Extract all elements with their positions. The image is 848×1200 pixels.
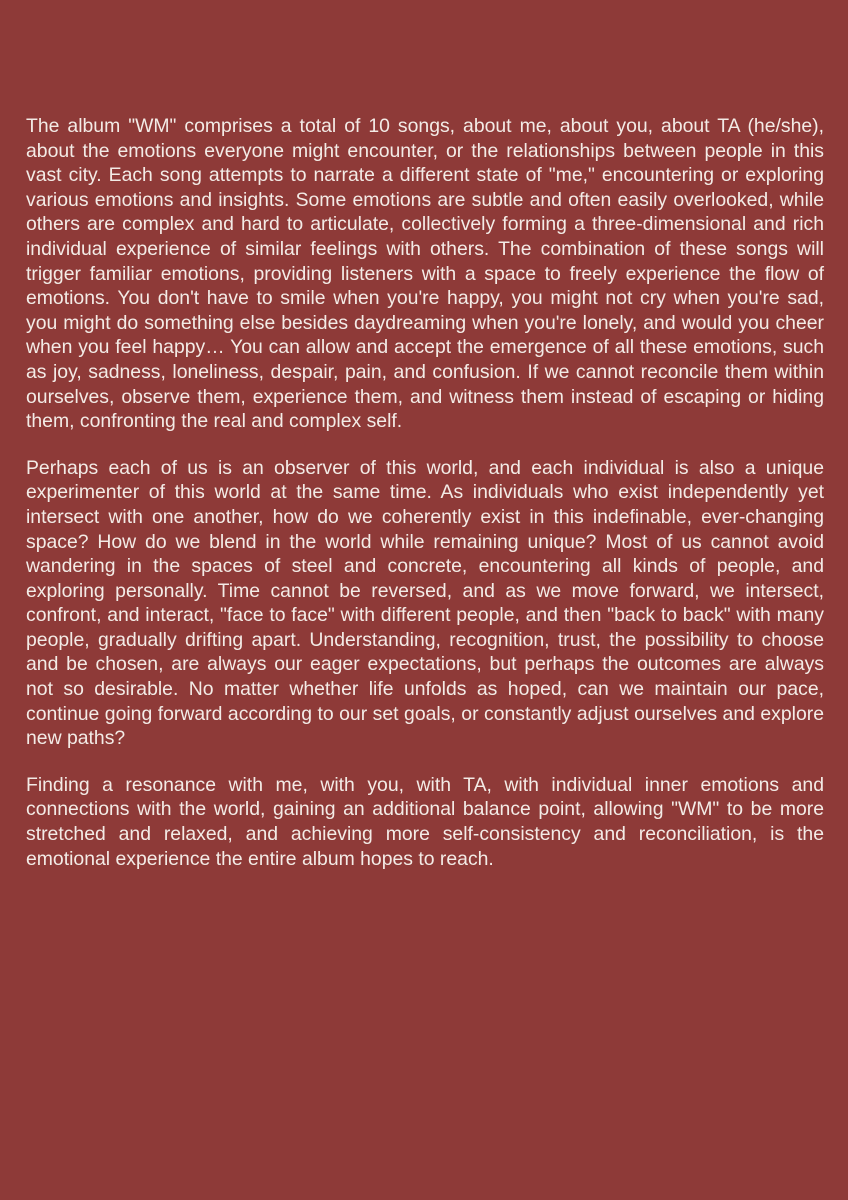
paragraph-observer: Perhaps each of us is an observer of this world, and each individual is also a unique experimenter of this world at the same time. As individuals who exist independently yet intersect with one another, how do we coherently exist in this indefinable, ever-changing space? How do we blend in the world while remaining unique? Most of us cannot avoid wandering in the spaces of steel and concrete, encountering all kinds of people, and exploring personally. Time cannot be reversed, and as we move forward, we intersect, confront, and interact, "face to face" with different people, and then "back to back" with many people, gradually drifting apart. Understanding, recognition, trust, the possibility to choose and be chosen, are always our eager expectations, but perhaps the outcomes are always not so desirable. No matter whether life unfolds as hoped, can we maintain our pace, continue going forward according to our set goals, or constantly adjust ourselves and explore new paths?: [26, 456, 824, 750]
paragraph-resonance: Finding a resonance with me, with you, with TA, with individual inner emotions and connections with the world, gaining an additional balance point, allowing "WM" to be more stretched and relaxed, and achieving more self-consistency and reconciliation, is the emotional experience the entire album hopes to reach.: [26, 773, 824, 870]
paragraph-album-overview: The album "WM" comprises a total of 10 songs, about me, about you, about TA (he/she), about the emotions everyone might encounter, or the relationships between people in this vast city. Each song attempts to narrate a different state of "me," encountering or exploring various emotions and insights. Some emotions are subtle and often easily overlooked, while others are complex and hard to articulate, collectively forming a three-dimensional and rich individual experience of similar feelings with others. The combination of these songs will trigger familiar emotions, providing listeners with a space to freely experience the flow of emotions. You don't have to smile when you're happy, you might not cry when you're sad, you might do something else besides daydreaming when you're lonely, and would you cheer when you feel happy… You can allow and accept the emergence of all these emotions, such as joy, sadness, loneliness, despair, pain, and confusion. If we cannot reconcile them within ourselves, observe them, experience them, and witness them instead of escaping or hiding them, confronting the real and complex self.: [26, 115, 824, 433]
